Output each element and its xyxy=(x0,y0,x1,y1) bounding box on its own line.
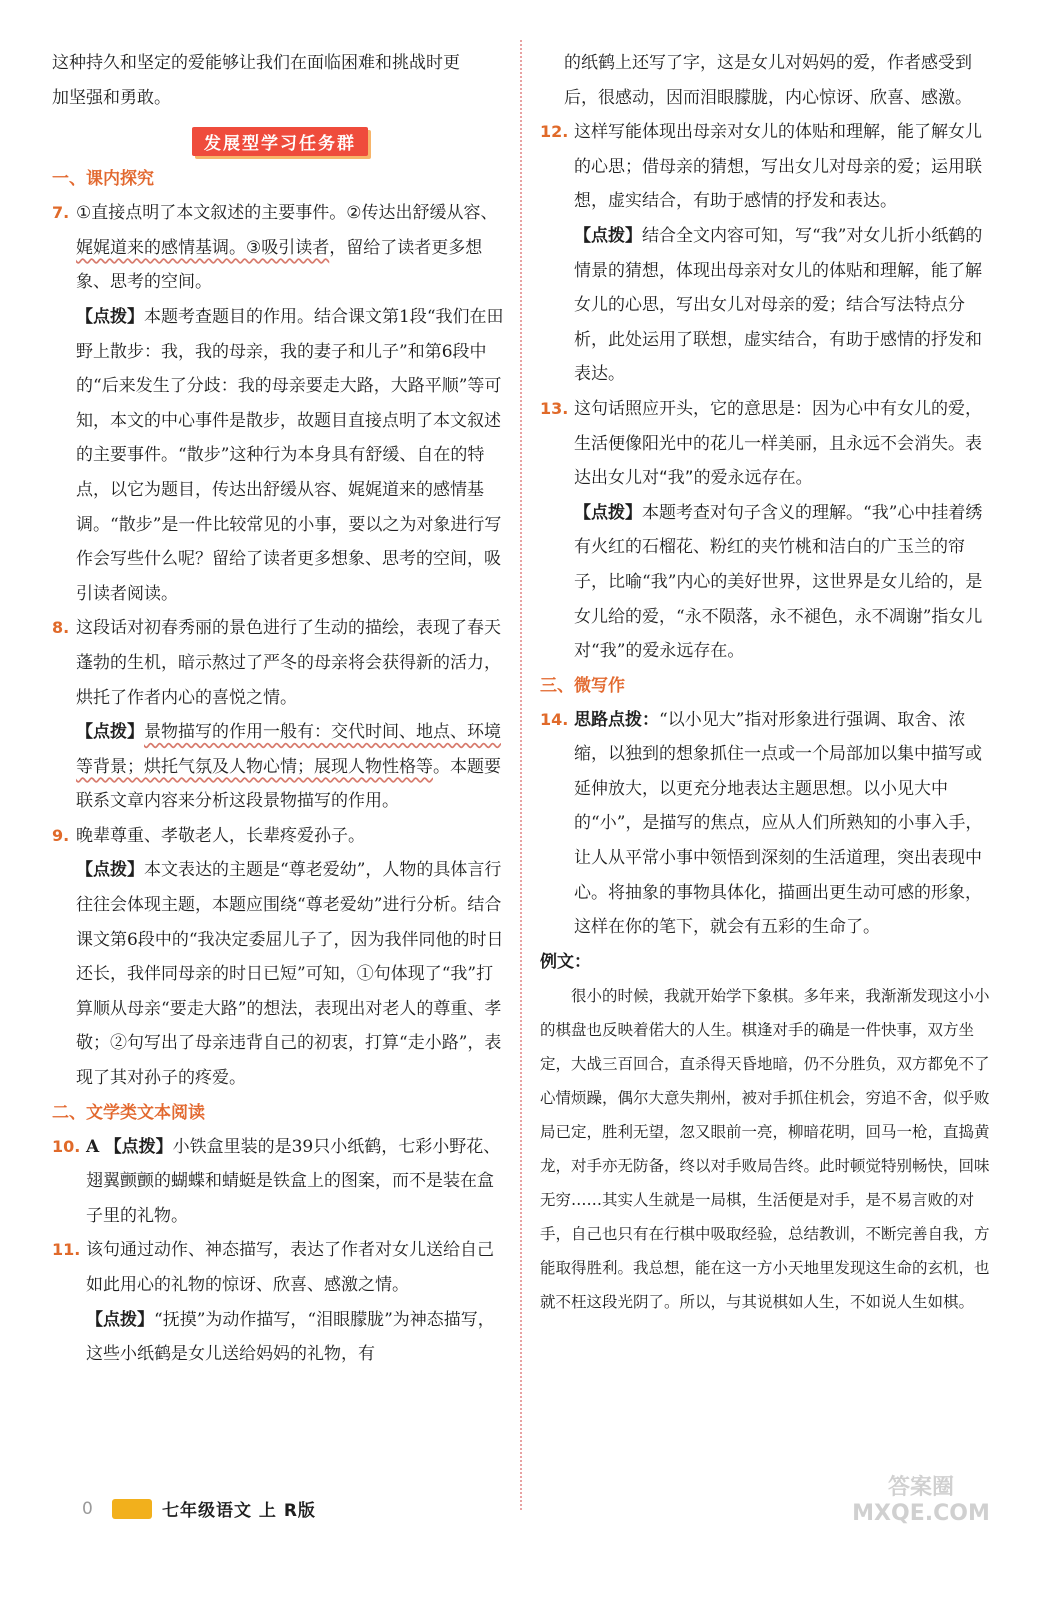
answer-text: 想象、思考的空间。 xyxy=(76,237,483,293)
hint-tag: 【点拨】 xyxy=(574,502,642,523)
hint-tag: 【点拨】 xyxy=(76,722,144,743)
hint-text-underlined: 景物描写的作用一般有：交代时间、地点、环境等背景；烘托气氛及人物心情；展现人物性格等 xyxy=(76,722,501,777)
answer xyxy=(76,1130,508,1234)
answer: 这段话对初春秀丽的景色进行了生动的描绘，表现了春天蓬勃的生机，暗示熬过了严冬的母亲将会获得新的活力，烘托了作者内心的喜悦之情。 xyxy=(76,618,501,708)
hint xyxy=(564,219,995,392)
hint xyxy=(564,496,995,669)
question-number: 8. xyxy=(52,618,70,638)
hint xyxy=(76,300,508,611)
hint-text: 小铁盒里装的是39只小纸鹤，七彩小野花、翅翼颤颤的蝴蝶和蜻蜓是铁盒上的图案，而不是装在盒子里的礼物。 xyxy=(86,1136,501,1226)
question-11 xyxy=(52,1233,508,1371)
question-10 xyxy=(52,1130,508,1234)
page-number: 0 xyxy=(82,1498,93,1519)
hint xyxy=(76,715,508,819)
sample-essay: 很小的时候，我就开始学下象棋。多年来，我渐渐发现这小小的棋盘也反映着偌大的人生。棋逢对手的确是一件快事，双方坐定，大战三百回合，直杀得天昏地暗，仍不分胜负，双方都免不了心情烦躁，偶尔大意失荆州，被对手抓住机会，穷追不舍，似乎败局已定，胜利无望，忽又眼前一亮，柳暗花明，回马一枪，直捣黄龙，对手亦无防备，终以对手败局告终。此时顿觉特别畅快，回味无穷……其实人生就是一局棋，生活便是对手，是不易言败的对手，自己也只有在行棋中吸取经验，总结教训，不断完善自我，方能取得胜利。我总想，能在这一方小天地里发现这生命的玄机，也就不枉这段光阴了。所以，与其说棋如人生，不如说人生如棋。 xyxy=(540,986,990,1311)
hint-text: 结合全文内容可知，写“我”对女儿折小纸鹤的情景的猜想，体现出母亲对女儿的体贴和理解，能了解女儿的心思，写出女儿对母亲的爱；结合写法特点分析，此处运用了联想，虚实结合，有助于感情的抒发和表达。 xyxy=(574,225,983,385)
question-number: 10. xyxy=(52,1136,81,1156)
section-heading: 一、课内探究 xyxy=(52,169,154,190)
question-number: 14. xyxy=(540,709,569,729)
answer xyxy=(76,196,508,300)
question-number: 7. xyxy=(52,203,70,223)
banner-wrap xyxy=(52,127,508,156)
question-number: 12. xyxy=(540,122,569,142)
answer: 该句通过动作、神态描写，表达了作者对女儿送给自己如此用心的礼物的惊讶、欣喜、感激之情。 xyxy=(86,1240,494,1295)
answer-text-underlined: 娓娓道来的感情基调 xyxy=(76,237,229,258)
page-footer xyxy=(82,1496,316,1521)
hint-tag: 【点拨】 xyxy=(76,306,144,327)
intro-line: 这种持久和坚定的爱能够让我们在面临困难和挑战时更 xyxy=(52,53,460,73)
hint-text: 。本题要联系文章内容来分析这段景物描写的作用。 xyxy=(76,756,501,812)
tip-tag: 思路点拨： xyxy=(574,709,659,730)
hint-text: 本文表达的主题是“尊老爱幼”，人物的具体言行往往会体现主题，本题应围绕“尊老爱幼”进行分析。结合课文第6段中的“我决定委屈儿子了，因为我伴同他的时日还长，我伴同母亲的时日已短”可知，①句体现了“我”打算顺从母亲“要走大路”的想法，表现出对老人的尊重、孝敬；②句写出了母亲违背自己的初衷，打算“走小路”，表现了其对孙子的疼爱。 xyxy=(76,860,504,1089)
hint-tag: 【点拨】 xyxy=(104,1136,173,1157)
answer-text: ，留给了读者更多 xyxy=(329,237,466,258)
hint-text: 本题考查题目的作用。结合课文第1段“我们在田野上散步：我，我的母亲，我的妻子和儿子”和第6段中的“后来发生了分歧：我的母亲要走大路，大路平顺”等可知，本文的中心事件是散步，故题目直接点明了本文叙述的主要事件。“散步”这种行为本身具有舒缓、自在的特点，以它为题目，传达出舒缓从容、娓娓道来的感情基调。“散步”是一件比较常见的小事，要以之为对象进行写作会写些什么呢？留给了读者更多想象、思考的空间，吸引读者阅读。 xyxy=(76,306,504,604)
book-title: 七年级语文 上 R版 xyxy=(162,1501,316,1521)
essay-label: 例文： xyxy=(540,951,591,972)
section-banner: 发展型学习任务群 xyxy=(192,127,368,156)
section-heading: 三、微写作 xyxy=(540,675,625,696)
hint-tag: 【点拨】 xyxy=(76,860,144,881)
question-number: 11. xyxy=(52,1240,81,1260)
question-13 xyxy=(540,392,995,669)
answer-text-underlined: 。③吸引读者 xyxy=(229,237,330,258)
answer: 这句话照应开头，它的意思是：因为心中有女儿的爱，生活便像阳光中的花儿一样美丽，且永远不会消失。表达出女儿对“我”的爱永远存在。 xyxy=(574,398,982,489)
hint xyxy=(76,1303,508,1372)
hint xyxy=(76,853,508,1095)
watermark xyxy=(816,1470,1026,1590)
answer: 晚辈尊重、孝敬老人，长辈疼爱孙子。 xyxy=(76,825,365,846)
hint-tag: 【点拨】 xyxy=(574,225,642,246)
question-number: 13. xyxy=(540,398,569,418)
tip-text: “以小见大”指对形象进行强调、取舍、浓缩，以独到的想象抓住一点或一个局部加以集中描写或延伸放大，以更充分地表达主题思想。以小见大中的“小”，是描写的焦点，应从人们所熟知的小事入手，让人从平常小事中领悟到深刻的生活道理，突出表现中心。将抽象的事物具体化，描画出更生动可感的形象，这样在你的笔下，就会有五彩的生命了。 xyxy=(574,709,983,938)
hint-tag: 【点拨】 xyxy=(86,1309,154,1330)
intro-line: 加坚强和勇敢。 xyxy=(52,87,171,108)
right-column xyxy=(540,46,995,1319)
writing-tip xyxy=(564,703,995,945)
answer-letter: A xyxy=(86,1136,100,1157)
question-number: 9. xyxy=(52,825,70,845)
continued-hint: 的纸鹤上还写了字，这是女儿对妈妈的爱，作者感受到后，很感动，因而泪眼朦胧，内心惊讶、欣喜、感激。 xyxy=(564,53,972,108)
question-12 xyxy=(540,115,995,392)
section-heading: 二、文学类文本阅读 xyxy=(52,1102,205,1123)
question-9 xyxy=(52,819,508,1096)
answer: 这样写能体现出母亲对女儿的体贴和理解，能了解女儿的心思；借母亲的猜想，写出女儿对母亲的爱；运用联想，虚实结合，有助于感情的抒发和表达。 xyxy=(574,122,982,212)
publisher-logo-icon xyxy=(112,1499,152,1519)
question-7 xyxy=(52,196,508,611)
question-14 xyxy=(540,703,995,945)
column-divider xyxy=(520,40,522,1510)
hint-text: 本题考查对句子含义的理解。“我”心中挂着绣有火红的石榴花、粉红的夹竹桃和洁白的广玉兰的帘子，比喻“我”内心的美好世界，这世界是女儿给的，是女儿给的爱，“永不陨落，永不褪色，永不凋谢”指女儿对“我”的爱永远存在。 xyxy=(574,502,983,662)
watermark-text: 答案圈 xyxy=(887,1475,954,1500)
question-8 xyxy=(52,611,508,819)
hint-text: “抚摸”为动作描写，“泪眼朦胧”为神态描写，这些小纸鹤是女儿送给妈妈的礼物，有 xyxy=(86,1309,495,1365)
left-column xyxy=(52,46,508,1372)
answer-text: ①直接点明了本文叙述的主要事件。②传达出舒缓从容、 xyxy=(76,203,498,224)
watermark-url: MXQE.COM xyxy=(852,1501,990,1526)
